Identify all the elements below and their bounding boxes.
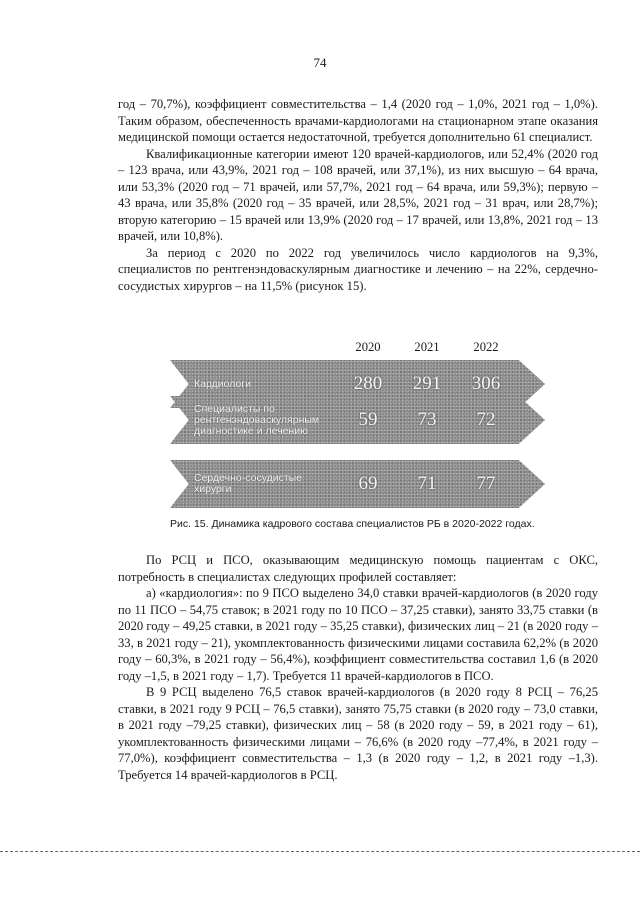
text-block-top bbox=[118, 96, 598, 294]
row-value: 291 bbox=[412, 373, 442, 394]
paragraph: Квалификационные категории имеют 120 врачей-кардиологов, или 52,4% (2020 год – 123 врача, или 43,9%, 2021 год – 108 врачей, или 37,1%), из них высшую – 64 врача, или 53,3% (2020 год – 71 врачей, или 57,7%, 2021 год – 64 врача, или 59,3%); первую – 43 врача, или 35,8% (2020 год – 35 врачей, или 28,5%, 2021 год – 31 врач, или 28,7%); вторую категорию – 15 врачей или 13,9% (2020 год – 17 врачей, или 13,8%, 2021 год – 13 врачей, или 10,8%). bbox=[118, 146, 598, 243]
paragraph: В 9 РСЦ выделено 76,5 ставок врачей-кардиологов (в 2020 году 8 РСЦ – 76,25 ставки, в 2021 году 9 РСЦ – 76,5 ставки), занято 75,75 ставки (в 2020 году – 73,0 ставки, в 2021 году –79,25 ставки), физических лиц – 58 (в 2020 году – 59, в 2021 году – 61), укомплектованность физическими лицами – 76,6% (в 2020 году –77,4%, в 2021 году –77,0%), коэффициент совместительства – 1,3 (в 2020 году – 1,2, в 2021 году –1,3). Требуется 14 врачей-кардиологов в РСЦ. bbox=[118, 685, 598, 782]
paragraph: По РСЦ и ПСО, оказывающим медицинскую помощь пациентам с ОКС, потребность в специалистах следующих профилей составляет: bbox=[118, 553, 598, 584]
row-value: 73 bbox=[417, 409, 437, 430]
row-value: 77 bbox=[476, 473, 496, 494]
footer-divider bbox=[0, 851, 640, 852]
year-header: 2022 bbox=[473, 340, 499, 354]
row-label: Кардиологи bbox=[194, 377, 251, 390]
figure-caption: Рис. 15. Динамика кадрового состава специалистов РБ в 2020-2022 годах. bbox=[170, 518, 535, 530]
row-value: 280 bbox=[353, 373, 383, 394]
figure-row-endovascular bbox=[170, 396, 545, 444]
row-value: 306 bbox=[471, 373, 501, 394]
paragraph: За период с 2020 по 2022 год увеличилось число кардиологов на 9,3%, специалистов по рентгенэндоваскулярным диагностике и лечению – на 22%, сердечно-сосудистых хирургов – на 11,5% (рисунок 15). bbox=[118, 245, 598, 293]
figure-row-surgeons bbox=[170, 460, 545, 508]
page-number: 74 bbox=[313, 55, 327, 70]
row-label: Специалисты по рентгенэндоваскулярным диагностике и лечению bbox=[194, 402, 320, 437]
year-header: 2020 bbox=[355, 340, 381, 354]
row-label: Сердечно-сосудистые хирурги bbox=[194, 472, 303, 495]
year-header: 2021 bbox=[414, 340, 440, 354]
staff-dynamics-figure bbox=[170, 340, 560, 520]
row-value: 59 bbox=[358, 409, 378, 430]
row-value: 69 bbox=[358, 473, 378, 494]
row-value: 71 bbox=[417, 473, 437, 494]
text-block-bottom bbox=[118, 552, 598, 783]
paragraph: год – 70,7%), коэффициент совместительства – 1,4 (2020 год – 1,0%, 2021 год – 1,0%). Таким образом, обеспеченность врачами-кардиологами на стационарном этапе оказания медицинской помощи остается недостаточной, требуется дополнительно 61 специалист. bbox=[118, 97, 598, 144]
paragraph: а) «кардиология»: по 9 ПСО выделено 34,0 ставки врачей-кардиологов (в 2020 году по 11 ПСО – 54,75 ставок; в 2021 году по 10 ПСО – 37,25 ставки), занято 33,75 ставки (в 2020 году – 49,25 ставки, в 2021 году – 35,25 ставки), физических лиц – 21 (в 2020 году – 33, в 2021 году – 21), укомплектованность физическими лицами составила 62,2% (в 2020 году – 60,3%, в 2021 году – 56,4%), коэффициент совместительства составил 1,6 (в 2020 году –1,5, в 2021 году – 1,7). Требуется 11 врачей-кардиологов в ПСО. bbox=[118, 586, 598, 683]
row-value: 72 bbox=[476, 409, 496, 430]
